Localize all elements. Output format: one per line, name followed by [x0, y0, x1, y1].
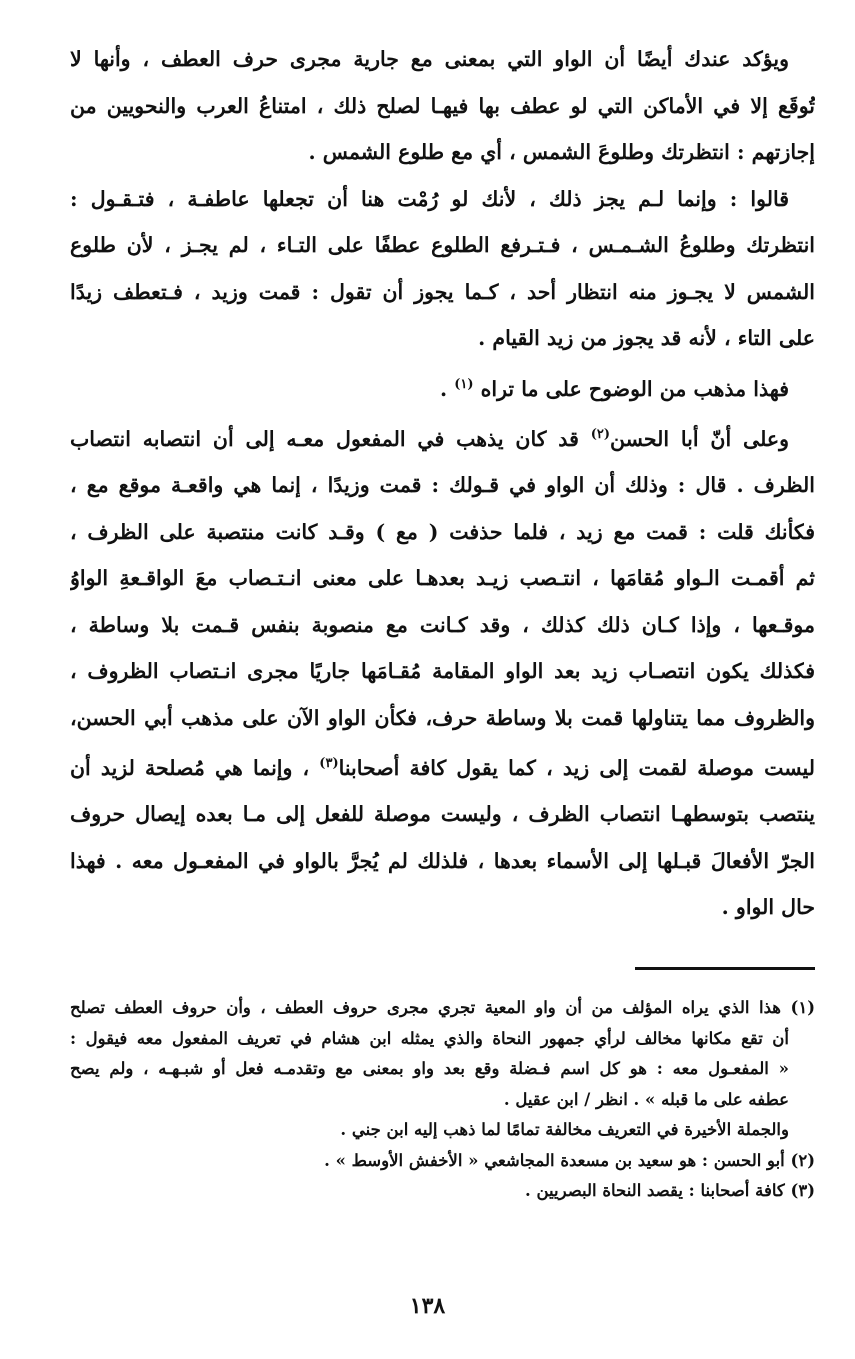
footnote-line: (١) هذا الذي يراه المؤلف من أن واو المعية تجري مجرى حروف العطف ، وأن حروف العطف تصلح — [70, 998, 815, 1017]
text-line: فكذلك يكون انتصـاب زيد بعد الواو المقامة مُقـامَها جاريًا مجرى انـتصاب الظروف ، — [70, 659, 815, 684]
footnote-ref-2: (٢) — [590, 426, 611, 442]
main-text — [70, 36, 815, 931]
text-line: فكأنك قلت : قمت مع زيد ، فلما حذفت ( مع ) وقـد كانت منتصبة على الظرف ، — [70, 519, 815, 544]
text-line: تُوقَع إلا في الأماكن التي لو عطف بها فيهـا لصلح ذلك ، امتناعُ العرب والنحويين من — [70, 93, 815, 118]
footnote-line: أن تقع مكانها مخالف لرأي جمهور النحاة والذي يمثله ابن هشام في تعريف المفعول معه فيقول : — [70, 1028, 789, 1048]
text-line: الجرّ الأفعالَ قبـلها إلى الأسماء بعدها ، فلذلك لم يُجرَّ بالواو في المفعـول معه . فهذا — [70, 848, 815, 873]
text-segment: فهذا مذهب من الوضوح على ما تراه — [480, 376, 789, 401]
text-segment: وعلى أنّ أبا الحسن — [610, 426, 790, 451]
paragraph-1 — [70, 36, 815, 176]
text-segment: قد كان يذهب في المفعول معـه إلى أن انتصابه انتصاب — [70, 426, 579, 451]
footnote-separator — [635, 967, 815, 970]
paragraph-3 — [70, 362, 815, 412]
text-line: انتظرتك وطلوعُ الشـمـس ، فـتـرفع الطلوع عطفًا على التـاء ، لم يجـز ، لأن طلوع — [70, 233, 815, 257]
text-segment: ليست موصلة لقمت إلى زيد ، كما يقول كافة أصحابنا — [338, 755, 815, 780]
text-line: إجازتهم : انتظرتك وطلوعَ الشمس ، أي مع طلوع الشمس . — [308, 140, 815, 164]
text-line: الشمس لا يجـوز منه انتظار أحد ، كـما يجوز أن تقول : قمت وزيد ، فـتعطف زيدًا — [70, 279, 815, 304]
text-line: على التاء ، لأنه قد يجوز من زيد القيام . — [478, 326, 815, 350]
paragraph-4 — [70, 412, 815, 931]
footnote-2: (٢) أبو الحسن : هو سعيد بن مسعدة المجاشعي « الأخفش الأوسط » . — [324, 1150, 815, 1170]
footnotes — [70, 993, 815, 1207]
footnote-ref-3: (٣) — [319, 756, 339, 772]
text-line: والظروف مما يتناولها قمت بلا وساطة حرف، فكأن الواو الآن على مذهب أبي الحسن، — [70, 705, 815, 730]
text-line — [70, 741, 815, 791]
text-segment: ، وإنما هي مُصلحة لزيد أن — [70, 755, 310, 780]
text-line: ويؤكد عندك أيضًا أن الواو التي بمعنى مع جارية مجرى حرف العطف ، وأنها لا — [70, 47, 789, 71]
paragraph-2 — [70, 176, 815, 362]
text-line: موقـعها ، وإذا كـان ذلك كذلك ، وقد كـانت مع منصوبة بنفس قـمت بلا وساطة ، — [70, 612, 815, 637]
footnote-1 — [70, 993, 815, 1146]
footnote-line: « المفعـول معه : هو كل اسم فـضلة وقع بعد واو بمعنى مع وتقدمـه فعل أو شبـهـه ، ولم يصح — [70, 1059, 789, 1078]
text-line: حال الواو . — [721, 895, 815, 920]
footnote-line: والجملة الأخيرة في التعريف مخالفة تمامًا لما ذهب إليه ابن جني . — [340, 1120, 789, 1139]
footnote-line: عطفه على ما قبله » . انظر / ابن عقيل . — [503, 1089, 789, 1109]
text-line: قالوا : وإنما لـم يجز ذلك ، لأنك لو رُمْت هنا أن تجعلها عاطفـة ، فتـقـول : — [70, 186, 789, 211]
text-line: فهذا مذهب من الوضوح على ما تراه $^{(١)}$ . — [439, 376, 789, 401]
text-line: الظرف . قال : وذلك أن الواو في قـولك : قمت وزيدًا ، إنما هي واقعـة موقع مع ، — [70, 473, 815, 498]
text-line — [70, 412, 815, 462]
footnote-3: (٣) كافة أصحابنا : يقصد النحاة البصريين . — [525, 1181, 815, 1200]
footnote-ref-1: (١) — [454, 376, 474, 392]
text-line: ينتصب بتوسطهـا انتصاب الظرف ، وليست موصلة للفعل إلى مـا بعده إيصال حروف — [70, 802, 815, 827]
page-number: ١٣٨ — [409, 1293, 446, 1319]
text-line: ثم أقمـت الـواو مُقامَها ، انتـصب زيـد بعدهـا على معنى انـتـصاب معَ الواقـعةِ الواوُ — [70, 566, 815, 591]
